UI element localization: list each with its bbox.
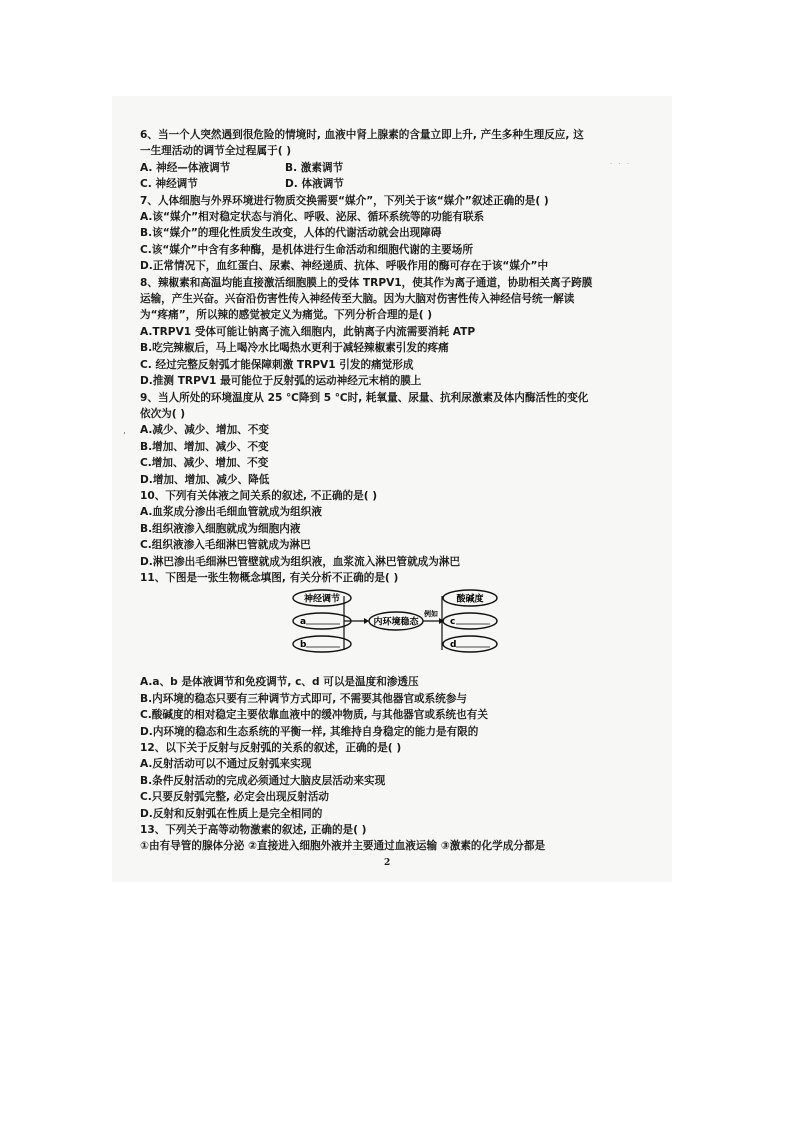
question-12-option-b: B.条件反射活动的完成必须通过大脑皮层活动来实现 xyxy=(140,774,386,787)
question-10-option-b: B.组织液渗入细胞就成为细胞内液 xyxy=(140,522,301,535)
arrow-to-center xyxy=(364,618,369,624)
question-13 xyxy=(140,822,660,855)
question-8-stem-line2: 运输，产生兴奋。兴奋沿伤害性传入神经传至大脑。因为大脑对伤害性传入神经信号统一解读 xyxy=(140,293,575,306)
pencil-mark: ´ xyxy=(121,431,131,443)
question-7-stem: 7、人体细胞与外界环境进行物质交换需要“媒介”，下列关于该“媒介”叙述正确的是( ) xyxy=(140,194,549,207)
label-for-example: 例如 xyxy=(424,610,438,619)
question-6-option-d: D. 体液调节 xyxy=(285,178,344,191)
question-9-stem-line2: 依次为( ) xyxy=(140,407,186,420)
question-12-option-c: C.只要反射弧完整, 必定会出现反射活动 xyxy=(140,791,330,804)
question-10 xyxy=(140,488,660,570)
question-7 xyxy=(140,193,660,275)
label-homeostasis: 内环境稳态 xyxy=(373,617,419,628)
question-11-option-c: C.酸碱度的相对稳定主要依靠血液中的缓冲物质, 与其他器官或系统也有关 xyxy=(140,709,488,722)
question-7-option-b: B.该“媒介”的理化性质发生改变，人体的代谢活动就会出现障碍 xyxy=(140,227,442,240)
question-8-stem-line3: 为“疼痛”，所以辣的感觉被定义为痛觉。下列分析合理的是( ) xyxy=(140,309,433,322)
scan-noise: · · · xyxy=(610,160,632,168)
question-8-stem-line1: 8、辣椒素和高温均能直接激活细胞膜上的受体 TRPV1，使其作为离子通道，协助相关离子跨膜 xyxy=(140,276,593,289)
question-9 xyxy=(140,390,660,488)
question-12-option-a: A.反射活动可以不通过反射弧来实现 xyxy=(140,758,312,771)
question-6-stem-line2: 一生理活动的调节全过程属于( ) xyxy=(140,145,292,158)
label-neural-regulation: 神经调节 xyxy=(303,594,341,605)
label-a: a xyxy=(300,617,307,628)
question-6-options-row2 xyxy=(140,176,660,192)
question-13-stem: 13、下列关于高等动物激素的叙述, 正确的是( ) xyxy=(140,824,367,837)
question-10-option-d: D.淋巴渗出毛细淋巴管壁就成为组织液，血浆流入淋巴管就成为淋巴 xyxy=(140,555,461,568)
question-10-option-a: A.血浆成分渗出毛细血管就成为组织液 xyxy=(140,506,322,519)
question-content xyxy=(140,127,660,855)
question-12-stem: 12、以下关于反射与反射弧的关系的叙述，正确的是( ) xyxy=(140,742,402,754)
question-8 xyxy=(140,275,660,390)
question-8-option-a: A.TRPV1 受体可能让钠离子流入细胞内，此钠离子内流需要消耗 ATP xyxy=(140,325,476,338)
question-9-option-b: B.增加、增加、减少、不变 xyxy=(140,440,269,453)
question-12-option-d: D.反射和反射弧在性质上是完全相同的 xyxy=(140,807,323,820)
question-12 xyxy=(140,740,660,822)
question-11-option-b: B.内环境的稳态只要有三种调节方式即可, 不需要其他器官或系统参与 xyxy=(140,692,468,705)
question-7-option-c: C.该“媒介”中含有多种酶，是机体进行生命活动和细胞代谢的主要场所 xyxy=(140,243,473,256)
question-10-option-c: C.组织液渗入毛细淋巴管就成为淋巴 xyxy=(140,539,311,552)
question-6-option-a: A. 神经—体液调节 xyxy=(140,161,231,174)
question-11-option-d: D.内环境的稳态和生态系统的平衡一样, 其维持自身稳定的能力是有限的 xyxy=(140,725,479,738)
question-9-option-a: A.减少、减少、增加、不变 xyxy=(140,424,269,437)
question-11-stem: 11、下图是一张生物概念填图, 有关分析不正确的是( ) xyxy=(140,571,399,584)
question-6-stem-line1: 6、当一个人突然遇到很危险的情境时, 血液中肾上腺素的含量立即上升, 产生多种生理反应, 这 xyxy=(140,129,584,141)
question-9-option-c: C.增加、减少、增加、不变 xyxy=(140,457,269,470)
question-9-stem-line1: 9、当人所处的环境温度从 25 ℃降到 5 ℃时, 耗氧量、尿量、抗利尿激素及体内酶活性的变化 xyxy=(140,391,589,404)
question-6 xyxy=(140,127,660,193)
question-8-option-b: B.吃完辣椒后，马上喝冷水比喝热水更利于减轻辣椒素引发的疼痛 xyxy=(140,342,449,355)
question-10-stem: 10、下列有关体液之间关系的叙述, 不正确的是( ) xyxy=(140,489,378,502)
label-c: c xyxy=(450,617,456,628)
question-6-option-b: B. 激素调节 xyxy=(285,161,344,174)
question-6-options-row1 xyxy=(140,160,660,176)
question-8-option-d: D.推测 TRPV1 最可能位于反射弧的运动神经元末梢的膜上 xyxy=(140,375,422,388)
concept-map-svg xyxy=(140,588,660,670)
page-number: 2 xyxy=(384,858,391,868)
question-8-option-c: C. 经过完整反射弧才能保障刺激 TRPV1 引发的痛觉形成 xyxy=(140,358,414,371)
question-7-option-d: D.正常情况下，血红蛋白、尿素、神经递质、抗体、呼吸作用的酶可存在于该“媒介”中 xyxy=(140,260,549,273)
question-9-option-d: D.增加、增加、减少、降低 xyxy=(140,473,270,486)
label-b: b xyxy=(300,640,307,651)
question-13-statements: ①由有导管的腺体分泌 ②直接进入细胞外液并主要通过血液运输 ③激素的化学成分都是 xyxy=(140,840,546,853)
label-d: d xyxy=(450,640,457,651)
label-ph: 酸碱度 xyxy=(456,594,484,605)
question-11 xyxy=(140,570,660,740)
question-7-option-a: A.该“媒介”相对稳定状态与消化、呼吸、泌尿、循环系统等的功能有联系 xyxy=(140,211,485,224)
concept-map-diagram xyxy=(140,588,660,670)
question-11-option-a: A.a、b 是体液调节和免疫调节, c、d 可以是温度和渗透压 xyxy=(140,676,419,689)
question-6-option-c: C. 神经调节 xyxy=(140,178,198,191)
